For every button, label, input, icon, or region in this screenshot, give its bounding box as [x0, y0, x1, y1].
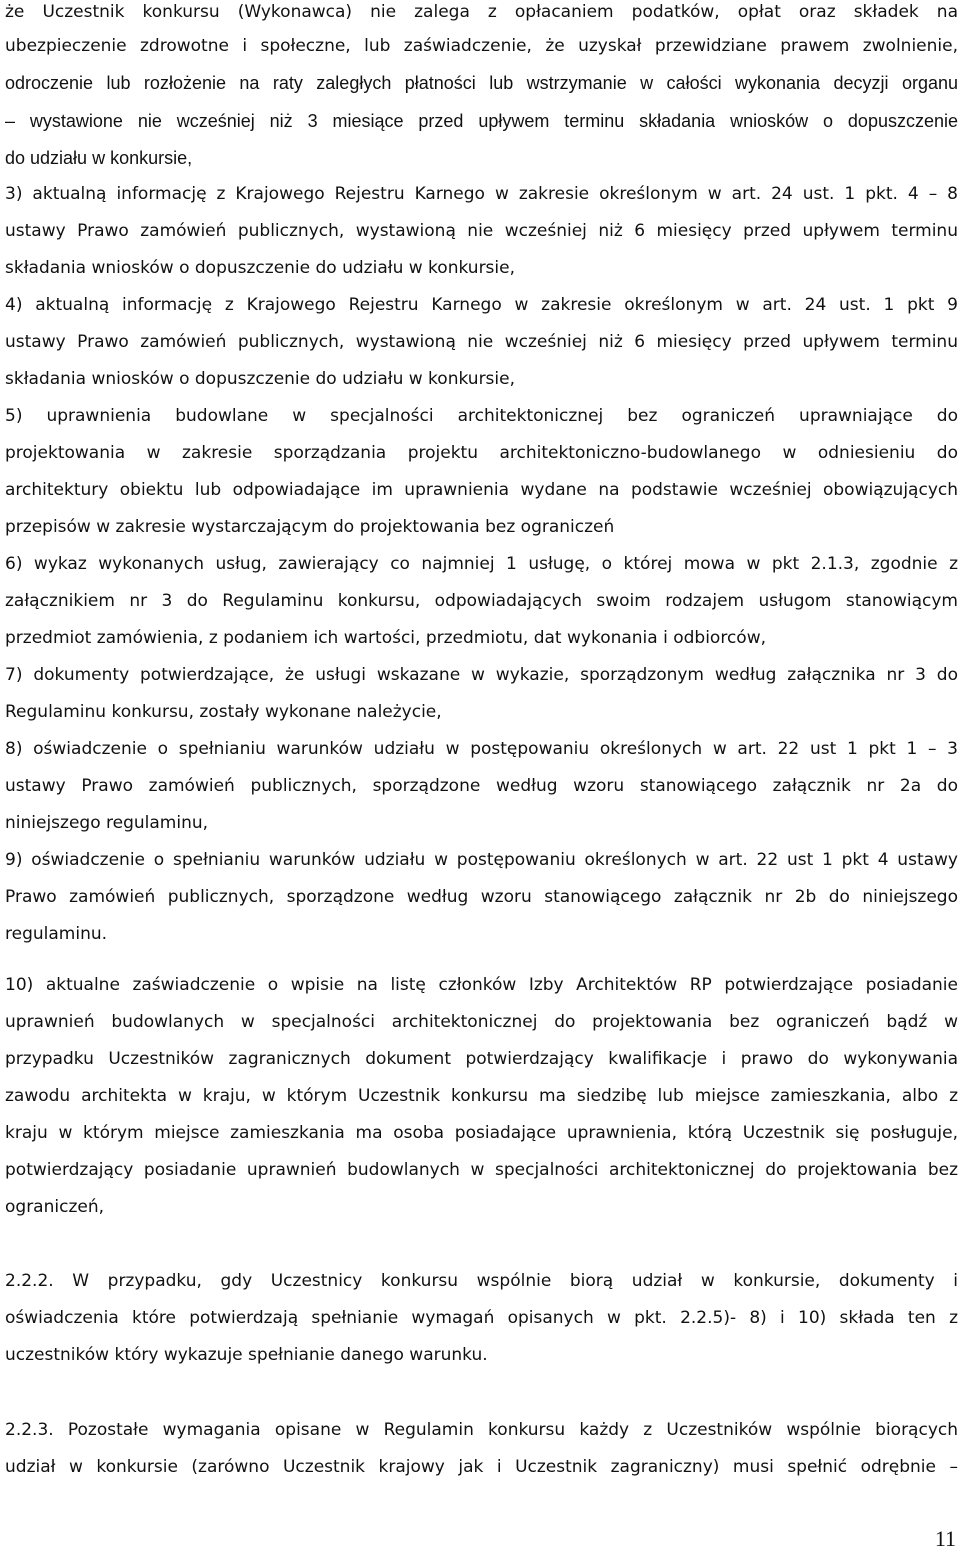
text-line: składania wniosków o dopuszczenie do udziału w konkursie,: [5, 369, 515, 389]
text-line: 8) oświadczenie o spełnianiu warunków udziału w postępowaniu określonych w art. 22 ust 1 pkt 1 – 3: [5, 739, 958, 759]
text-line: ubezpieczenie zdrowotne i społeczne, lub zaświadczenie, że uzyskał przewidziane prawem zwolnienie,: [5, 36, 958, 56]
text-line: potwierdzający posiadanie uprawnień budowlanych w specjalności architektonicznej do projektowania bez: [5, 1160, 958, 1180]
text-line: oświadczenia które potwierdzają spełnianie wymagań opisanych w pkt. 2.2.5)- 8) i 10) składa ten z: [5, 1308, 958, 1328]
text-line: kraju w którym miejsce zamieszkania ma osoba posiadające uprawnienia, którą Uczestnik się posługuje,: [5, 1123, 958, 1143]
text-line: zawodu architekta w kraju, w którym Uczestnik konkursu ma siedzibę lub miejsce zamieszkania, albo z: [5, 1086, 958, 1106]
text-line: 10) aktualne zaświadczenie o wpisie na listę członków Izby Architektów RP potwierdzające posiadanie: [5, 975, 958, 995]
text-line: regulaminu.: [5, 924, 108, 944]
section-2-2-3-line: 2.2.3. Pozostałe wymagania opisane w Regulamin konkursu każdy z Uczestników wspólnie biorących: [5, 1420, 958, 1440]
text-line: ustawy Prawo zamówień publicznych, wystawioną nie wcześniej niż 6 miesięcy przed upływem terminu: [5, 332, 958, 352]
text-line: uczestników który wykazuje spełnianie danego warunku.: [5, 1345, 488, 1365]
text-line: 4) aktualną informację z Krajowego Rejestru Karnego w zakresie określonym w art. 24 ust. 1 pkt 9: [5, 295, 958, 315]
text-line: odroczenie lub rozłożenie na raty zaległych płatności lub wstrzymanie w całości wykonania decyzji organu: [5, 73, 958, 93]
text-line: ustawy Prawo zamówień publicznych, sporządzone według wzoru stanowiącego załącznik nr 2a do: [5, 776, 958, 796]
text-line: że Uczestnik konkursu (Wykonawca) nie zalega z opłacaniem podatków, opłat oraz składek na: [5, 2, 958, 22]
text-line: uprawnień budowlanych w specjalności architektonicznej do projektowania bez ograniczeń bądź w: [5, 1012, 958, 1032]
text-line: niniejszego regulaminu,: [5, 813, 209, 833]
text-line: do udziału w konkursie,: [5, 148, 193, 168]
text-line: udział w konkursie (zarówno Uczestnik krajowy jak i Uczestnik zagraniczny) musi spełnić odrębnie –: [5, 1457, 958, 1477]
text-line: 7) dokumenty potwierdzające, że usługi wskazane w wykazie, sporządzonym według załącznika nr 3 do: [5, 665, 958, 685]
text-line: 5) uprawnienia budowlane w specjalności architektonicznej bez ograniczeń uprawniające do: [5, 406, 958, 426]
text-line: Prawo zamówień publicznych, sporządzone według wzoru stanowiącego załącznik nr 2b do niniejszego: [5, 887, 958, 907]
text-line: 9) oświadczenie o spełnianiu warunków udziału w postępowaniu określonych w art. 22 ust 1 pkt 4 ustawy: [5, 850, 958, 870]
text-line: ustawy Prawo zamówień publicznych, wystawioną nie wcześniej niż 6 miesięcy przed upływem terminu: [5, 221, 958, 241]
text-line: 6) wykaz wykonanych usług, zawierający co najmniej 1 usługę, o której mowa w pkt 2.1.3, zgodnie z: [5, 554, 958, 574]
text-line: załącznikiem nr 3 do Regulaminu konkursu, odpowiadających swoim rodzajem usługom stanowiącym: [5, 591, 958, 611]
page-number: 11: [934, 1526, 956, 1551]
text-line: ograniczeń,: [5, 1197, 105, 1217]
text-line: przepisów w zakresie wystarczającym do projektowania bez ograniczeń: [5, 517, 615, 537]
text-line: projektowania w zakresie sporządzania projektu architektoniczno-budowlanego w odniesieniu do: [5, 443, 958, 463]
text-line: składania wniosków o dopuszczenie do udziału w konkursie,: [5, 258, 515, 278]
section-2-2-2-line: 2.2.2. W przypadku, gdy Uczestnicy konkursu wspólnie biorą udział w konkursie, dokumenty i: [5, 1271, 958, 1291]
text-line: – wystawione nie wcześniej niż 3 miesiące przed upływem terminu składania wniosków o dopuszczenie: [5, 111, 958, 131]
text-line: 3) aktualną informację z Krajowego Rejestru Karnego w zakresie określonym w art. 24 ust. 1 pkt. 4 – 8: [5, 184, 958, 204]
text-line: przypadku Uczestników zagranicznych dokument potwierdzający kwalifikacje i prawo do wykonywania: [5, 1049, 958, 1069]
text-line: Regulaminu konkursu, zostały wykonane należycie,: [5, 702, 442, 722]
text-line: przedmiot zamówienia, z podaniem ich wartości, przedmiotu, dat wykonania i odbiorców,: [5, 628, 767, 648]
text-line: architektury obiektu lub odpowiadające im uprawnienia wydane na podstawie wcześniej obowiązujących: [5, 480, 958, 500]
